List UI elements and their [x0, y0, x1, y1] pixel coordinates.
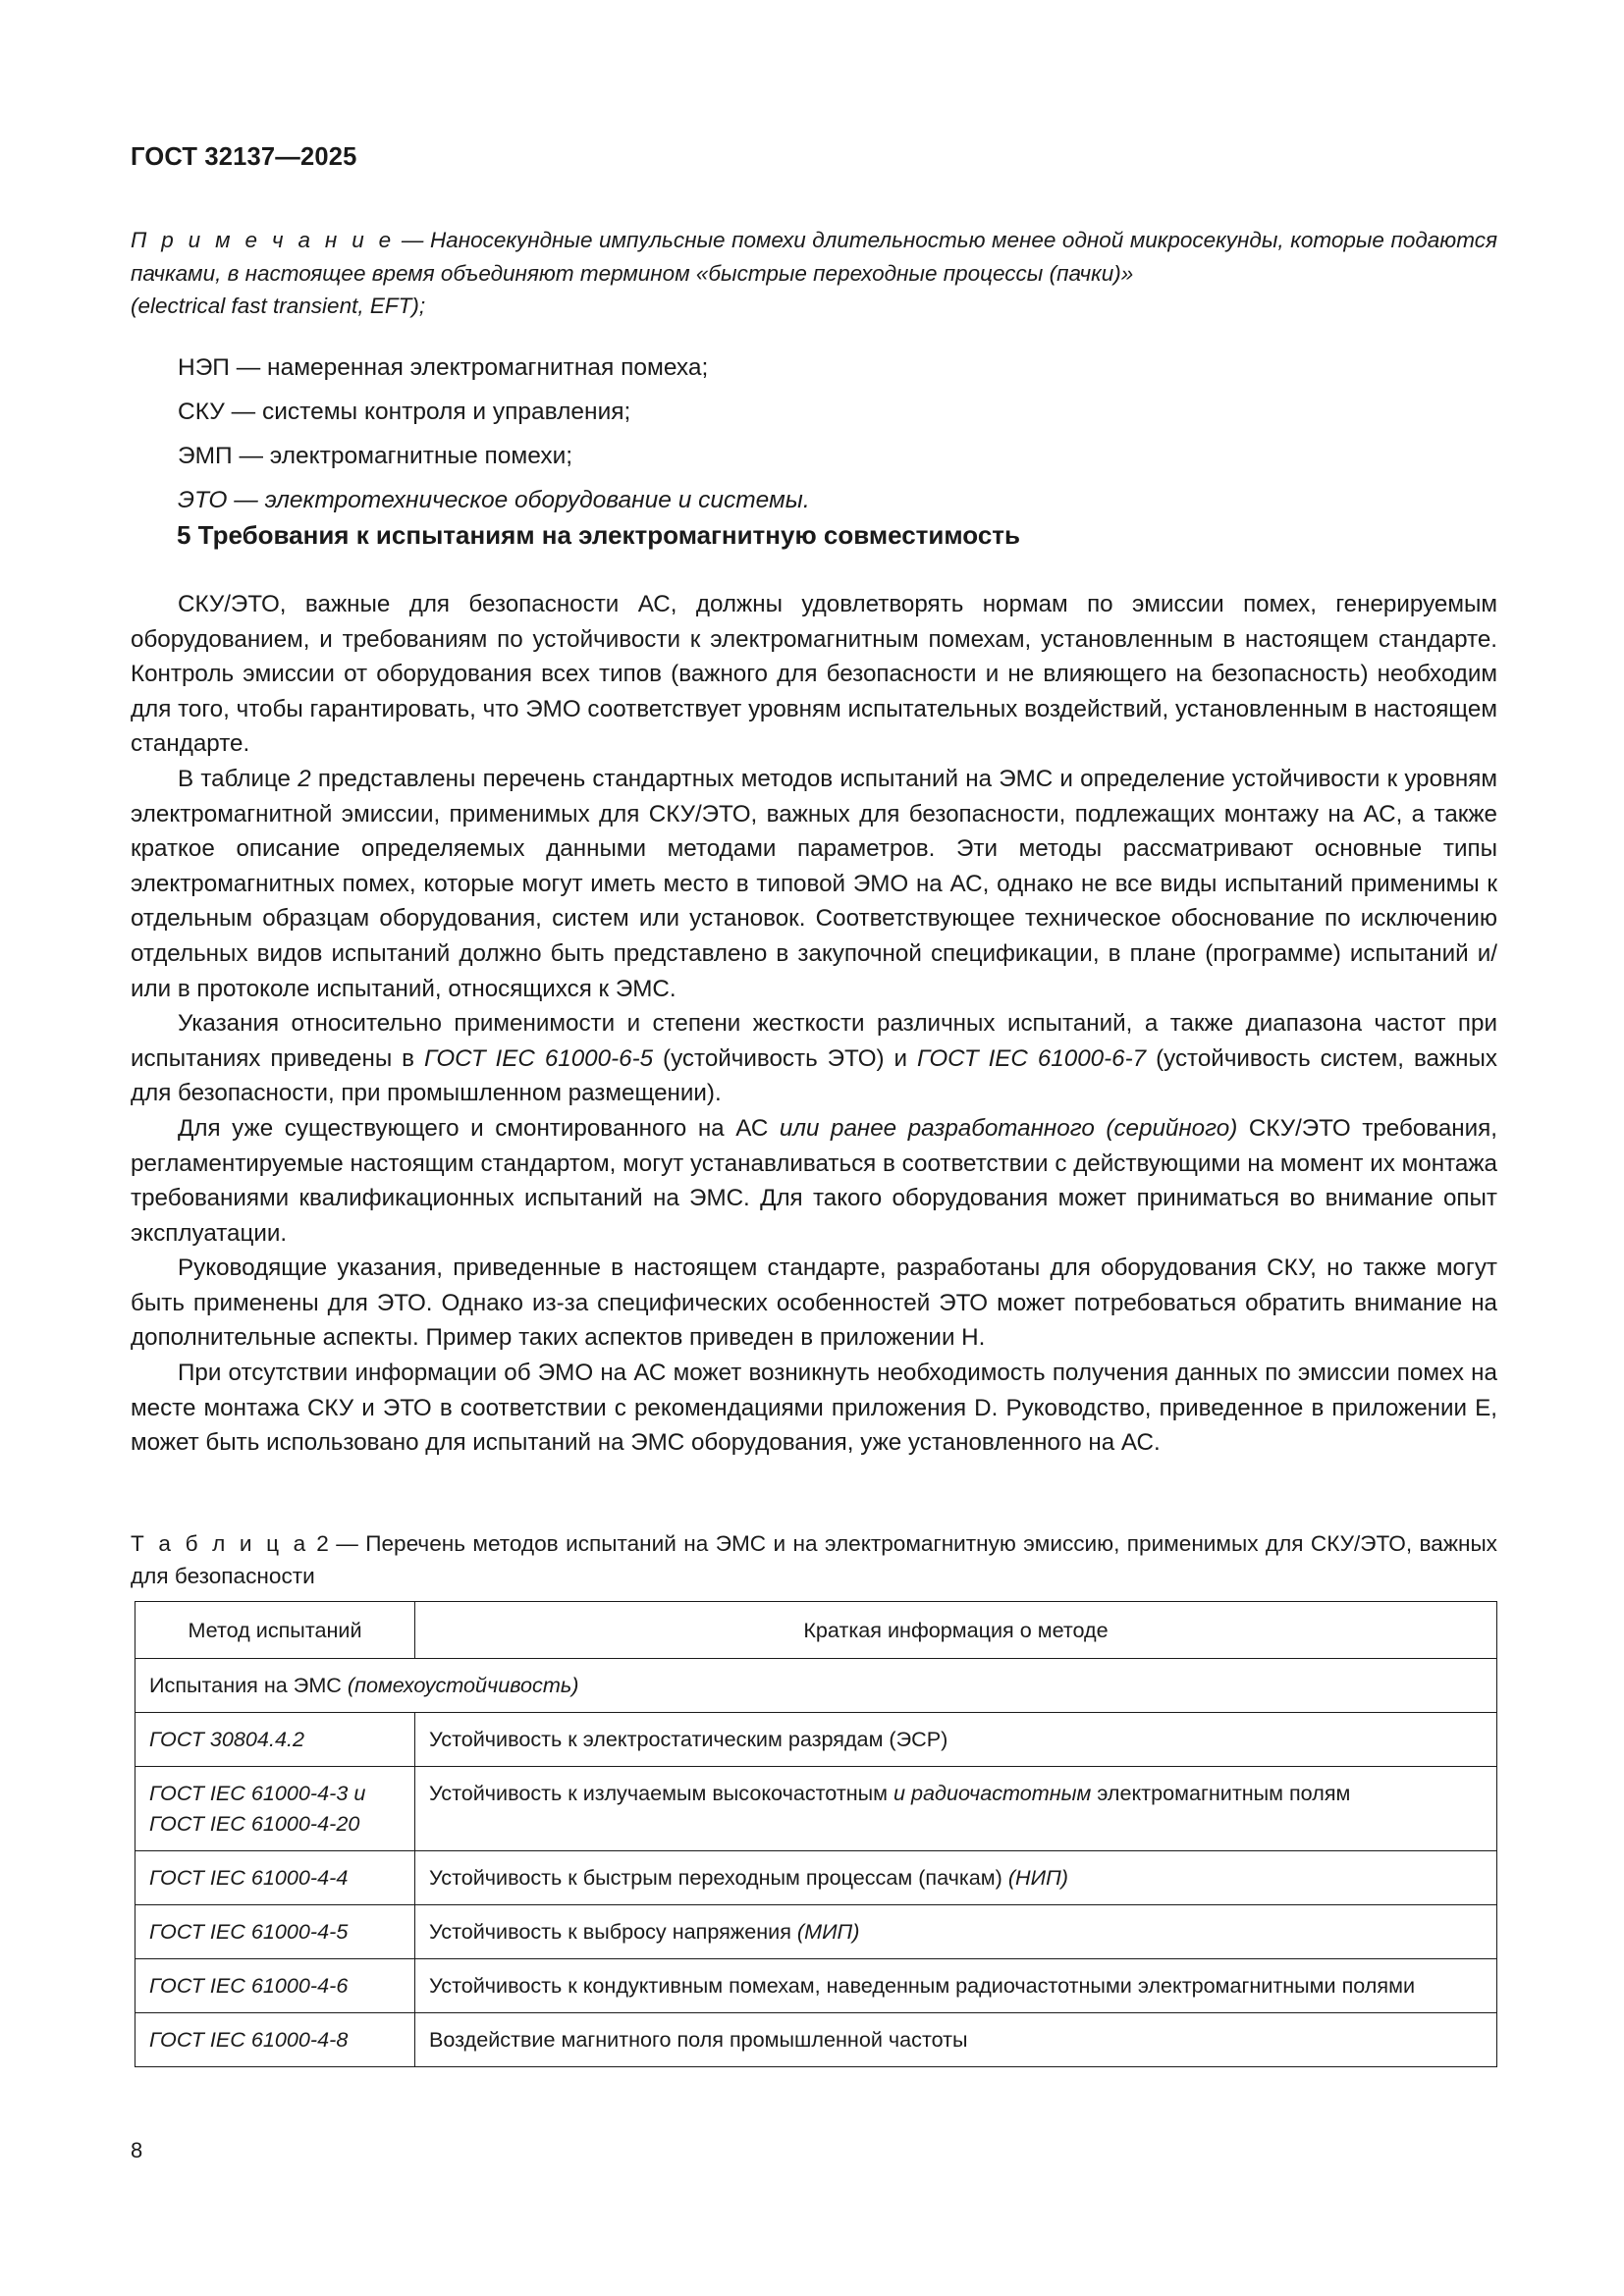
abbreviation-item	[131, 434, 1497, 478]
table-cell-description	[415, 1767, 1497, 1851]
description-part: Воздействие магнитного поля промышленной частоты	[429, 2027, 968, 2052]
description-part: Устойчивость к выбросу напряжения	[429, 1919, 797, 1944]
abbreviation-definition: системы контроля и управления;	[261, 399, 631, 425]
abbreviation-dash: —	[234, 487, 258, 513]
section-heading-5: 5 Требования к испытаниям на электромагнитную совместимость	[177, 520, 1021, 550]
paragraph-3-text-a: Указания относительно применимости и степени жесткости различных испытаний, а также диапазона частот при испытаниях приведены в	[131, 1010, 1497, 1072]
standard-reference-1: ГОСТ IEC 61000-6-5	[423, 1044, 654, 1072]
description-part: Устойчивость к быстрым переходным процессам (пачкам)	[429, 1865, 1008, 1890]
method-line: ГОСТ IEC 61000-4-20	[149, 1811, 360, 1836]
description-part: Устойчивость к кондуктивным помехам, наведенным радиочастотными электромагнитными полями	[429, 1973, 1416, 1998]
table-cell-method	[135, 1851, 415, 1905]
description-part-emphasis: (НИП)	[1007, 1865, 1068, 1890]
abbreviation-term: ЭМП	[178, 443, 233, 469]
running-head: ГОСТ 32137—2025	[131, 143, 357, 171]
abbreviation-dash: —	[239, 443, 263, 469]
abbreviation-list	[131, 346, 1497, 522]
description-part-emphasis: и радиочастотным	[893, 1781, 1092, 1805]
table-cell-method	[135, 1905, 415, 1959]
method-line: ГОСТ 30804.4.2	[149, 1727, 304, 1751]
abbreviation-term: СКУ	[178, 399, 225, 425]
note-label: П р и м е ч а н и е	[131, 228, 396, 252]
note-text-2: (electrical fast transient, EFT);	[131, 294, 426, 318]
paragraph-2-text-a: В таблице	[178, 765, 298, 792]
paragraph-5	[131, 1251, 1497, 1356]
paragraph-5-text: Руководящие указания, приведенные в настоящем стандарте, разработаны для оборудования СКУ, но также могут быть применены для ЭТО. Однако из-за специфических особенностей ЭТО может потребоваться обратить внимание на дополнительные аспекты. Пример таких аспектов приведен в приложении Н.	[131, 1255, 1497, 1352]
method-line: ГОСТ IEC 61000-4-8	[149, 2027, 349, 2052]
table-cell-method	[135, 1959, 415, 2013]
description-part: Устойчивость к электростатическим разрядам (ЭСР)	[429, 1727, 948, 1751]
paragraph-1-text: СКУ/ЭТО, важные для безопасности АС, должны удовлетворять нормам по эмиссии помех, генерируемым оборудованием, и требованиям по устойчивости к электромагнитным помехам, установленным в настоящем стандарте. Контроль эмиссии от оборудования всех типов (важного для безопасности и не влияющего на безопасность) необходим для того, чтобы гарантировать, что ЭМО соответствует уровням испытательных воздействий, установленным в настоящем стандарте.	[131, 591, 1497, 758]
abbreviation-item	[131, 478, 1497, 522]
method-line: ГОСТ IEC 61000-4-3 и	[149, 1781, 366, 1805]
paragraph-4	[131, 1111, 1497, 1251]
method-line: ГОСТ IEC 61000-4-6	[149, 1973, 349, 1998]
note-dash: —	[401, 228, 424, 252]
abbreviation-dash: —	[231, 399, 256, 425]
table-header-row	[135, 1602, 1497, 1659]
table-header-method: Метод испытаний	[135, 1602, 415, 1659]
paragraph-3-text-c: (устойчивость систем, важных для безопасности, при промышленном размещении).	[131, 1044, 1497, 1107]
table-caption	[131, 1527, 1497, 1592]
test-methods-table	[135, 1601, 1497, 2067]
abbreviation-term: НЭП	[178, 354, 230, 381]
abbreviation-dash: —	[236, 354, 261, 381]
abbreviation-item	[131, 346, 1497, 390]
table-group-italic: (помехоустойчивость)	[347, 1673, 579, 1697]
table-cell-description	[415, 1851, 1497, 1905]
description-part-emphasis: (МИП)	[796, 1919, 860, 1944]
table-cell-method	[135, 1713, 415, 1767]
description-part: Устойчивость к излучаемым высокочастотным	[429, 1781, 894, 1805]
table-header-description: Краткая информация о методе	[415, 1602, 1497, 1659]
test-methods-table-wrapper	[135, 1601, 1497, 2067]
standard-reference-2: ГОСТ IEC 61000-6-7	[917, 1044, 1147, 1072]
page-number: 8	[131, 2138, 143, 2163]
method-line: ГОСТ IEC 61000-4-4	[149, 1865, 349, 1890]
paragraph-3-text-b: (устойчивость ЭТО) и	[653, 1044, 918, 1072]
paragraph-4-text-a: Для уже существующего и смонтированного на АС	[178, 1114, 780, 1142]
method-line: ГОСТ IEC 61000-4-5	[149, 1919, 349, 1944]
note-block	[131, 224, 1497, 323]
table-row	[135, 1767, 1497, 1851]
table-cell-method	[135, 2013, 415, 2067]
table-caption-number: 2	[316, 1531, 329, 1556]
table-caption-text: Перечень методов испытаний на ЭМС и на электромагнитную эмиссию, применимых для СКУ/ЭТО, важных для безопасности	[131, 1531, 1497, 1588]
paragraph-2-text-b: представлены перечень стандартных методов испытаний на ЭМС и определение устойчивости к уровням электромагнитной эмиссии, применимых для СКУ/ЭТО, важных для безопасности, подлежащих монтажу на АС, а также краткое описание определяемых данными методами параметров. Эти методы рассматривают основные типы электромагнитных помех, которые могут иметь место в типовой ЭМО на АС, однако не все виды испытаний применимы к отдельным образцам оборудования, систем или установок. Соответствующее техническое обоснование по исключению отдельных видов испытаний должно быть представлено в закупочной спецификации, в плане (программе) испытаний и/или в протоколе испытаний, относящихся к ЭМС.	[131, 765, 1498, 1002]
description-part: электромагнитным полям	[1091, 1781, 1351, 1805]
table-group-plain: Испытания на ЭМС	[149, 1673, 348, 1697]
table-cell-description	[415, 1959, 1497, 2013]
paragraph-3	[131, 1006, 1497, 1111]
table-cell-method	[135, 1767, 415, 1851]
table-cell-description	[415, 1905, 1497, 1959]
paragraph-6	[131, 1356, 1497, 1461]
table-group-row	[135, 1659, 1497, 1713]
table-row	[135, 1905, 1497, 1959]
table-row	[135, 1851, 1497, 1905]
table-row	[135, 1959, 1497, 2013]
table-reference: 2	[298, 765, 311, 792]
table-caption-label: Т а б л и ц а	[131, 1531, 309, 1556]
paragraph-4-text-b: СКУ/ЭТО требования, регламентируемые настоящим стандартом, могут устанавливаться в соответствии с действующими на момент их монтажа требованиями квалификационных испытаний на ЭМС. Для такого оборудования может приниматься во внимание опыт эксплуатации.	[131, 1114, 1497, 1247]
paragraph-2	[131, 762, 1497, 1006]
abbreviation-term: ЭТО	[178, 487, 228, 513]
paragraph-1	[131, 587, 1497, 762]
abbreviation-definition: намеренная электромагнитная помеха;	[267, 354, 709, 381]
body-text	[131, 587, 1497, 1461]
abbreviation-definition: электротехническое оборудование и системы.	[264, 487, 810, 513]
table-caption-dash: —	[336, 1531, 358, 1556]
abbreviation-definition: электромагнитные помехи;	[269, 443, 573, 469]
paragraph-4-emphasis: или ранее разработанного (серийного)	[779, 1114, 1238, 1142]
table-row	[135, 1713, 1497, 1767]
abbreviation-item	[131, 390, 1497, 434]
table-cell-description	[415, 2013, 1497, 2067]
note-text-1: Наносекундные импульсные помехи длительностью менее одной микросекунды, которые подаются пачками, в настоящее время объединяют термином «быстрые переходные процессы (пачки)»	[131, 228, 1497, 286]
table-cell-description	[415, 1713, 1497, 1767]
paragraph-6-text: При отсутствии информации об ЭМО на АС может возникнуть необходимость получения данных по эмиссии помех на месте монтажа СКУ и ЭТО в соответствии с рекомендациями приложения D. Руководство, приведенное в приложении Е, может быть использовано для испытаний на ЭМС оборудования, уже установленного на АС.	[131, 1360, 1497, 1457]
table-row	[135, 2013, 1497, 2067]
table-group-cell	[135, 1659, 1497, 1713]
